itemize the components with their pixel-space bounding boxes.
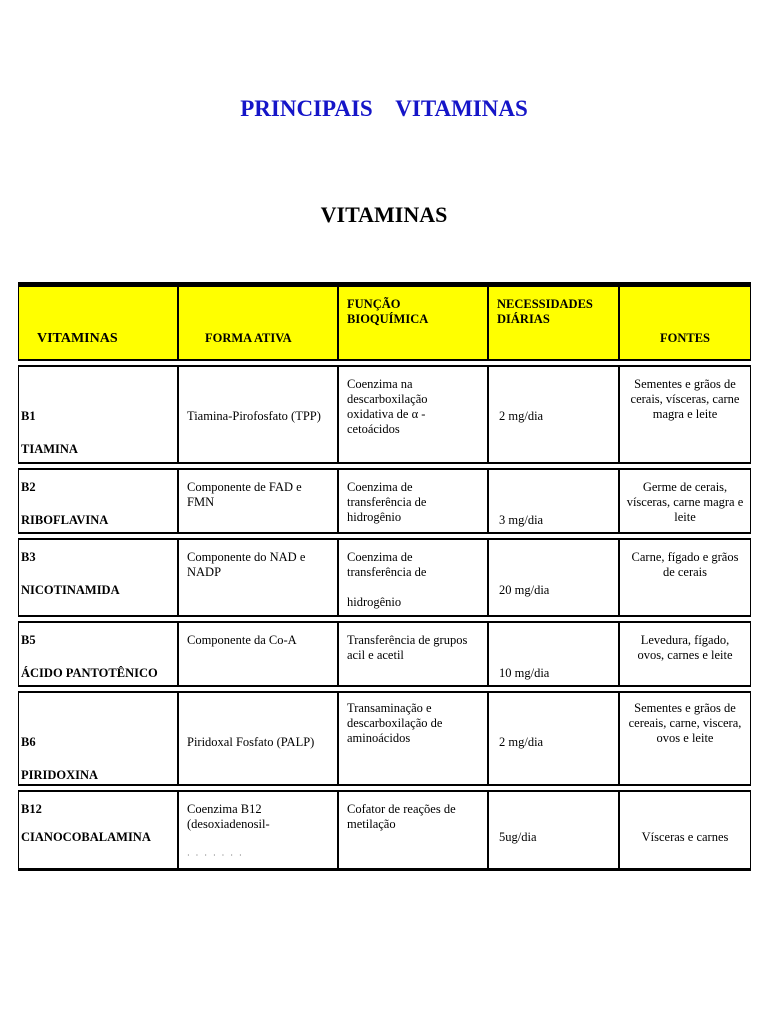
header-cell-fontes [619, 286, 751, 360]
table-row [18, 692, 751, 785]
fontes-line: Germe de cerais, [642, 480, 728, 494]
vitamin-code: B2 [21, 480, 36, 494]
funcao-line: hidrogênio [347, 595, 402, 609]
header-fontes-label: FONTES [659, 331, 710, 345]
vitamin-cell [18, 692, 178, 785]
funcao-line: cetoácidos [347, 422, 400, 436]
header-forma-ativa-label: FORMA ATIVA [205, 331, 292, 345]
forma-text: (desoxiadenosil- [187, 817, 270, 831]
page-title: PRINCIPAIS VITAMINAS [240, 96, 528, 121]
table-row [18, 791, 751, 869]
funcao-line: Coenzima na [347, 377, 413, 391]
necessidade-cell [488, 366, 619, 463]
forma-cell [178, 692, 338, 785]
funcao-cell [338, 539, 488, 616]
fontes-line: Levedura, fígado, [640, 633, 730, 647]
vitamin-name: RIBOFLAVINA [21, 513, 109, 527]
fontes-cell [619, 791, 751, 869]
funcao-line: acil e acetil [347, 648, 404, 662]
fontes-line: ovos, carnes e leite [637, 648, 733, 662]
section-title: VITAMINAS [320, 202, 448, 227]
forma-text: FMN [187, 495, 215, 509]
funcao-line: descarboxilação de [347, 716, 443, 730]
necessidade-text: 10 mg/dia [499, 666, 550, 680]
header-funcao-line1: FUNÇÃO [347, 297, 401, 311]
funcao-line: Cofator de reações de [347, 802, 456, 816]
funcao-line: Coenzima de [347, 480, 413, 494]
header-cell-vitaminas [18, 286, 178, 360]
fontes-line: Sementes e grãos de [634, 377, 736, 391]
fontes-line: magra e leite [652, 407, 718, 421]
header-vitaminas-label: VITAMINAS [37, 331, 118, 346]
forma-text: Tiamina-Pirofosfato (TPP) [187, 409, 321, 423]
fontes-line: ovos e leite [656, 731, 714, 745]
fontes-cell [619, 539, 751, 616]
vitamin-cell [18, 366, 178, 463]
table-row [18, 366, 751, 463]
necessidade-cell [488, 469, 619, 533]
necessidade-cell [488, 791, 619, 869]
fontes-line: Carne, fígado e grãos [631, 550, 739, 564]
forma-text: Componente do NAD e [187, 550, 306, 564]
fontes-line: de cerais [662, 565, 708, 579]
header-cell-forma-ativa [178, 286, 338, 360]
funcao-line: descarboxilação [347, 392, 428, 406]
funcao-line: hidrogênio [347, 510, 402, 524]
funcao-line: transferência de [347, 495, 427, 509]
vitamins-table [18, 282, 751, 871]
funcao-cell [338, 791, 488, 869]
forma-cell [178, 469, 338, 533]
necessidade-cell [488, 539, 619, 616]
forma-cell [178, 791, 338, 869]
fontes-line: Sementes e grãos de [634, 701, 736, 715]
vitamin-code: B6 [21, 735, 36, 749]
funcao-line: metilação [347, 817, 396, 831]
vitamin-code: B3 [21, 550, 36, 564]
fontes-cell [619, 469, 751, 533]
table-row [18, 469, 751, 533]
forma-text: Piridoxal Fosfato (PALP) [187, 735, 315, 749]
funcao-line-spacer [347, 580, 426, 595]
forma-text: Componente da Co-A [187, 633, 297, 647]
vitamin-name: ÁCIDO PANTOTÊNICO [21, 666, 158, 680]
funcao-line: transferência de [347, 565, 427, 579]
fontes-cell [619, 366, 751, 463]
fontes-cell [619, 622, 751, 686]
header-necessidades-line1: NECESSIDADES [497, 297, 593, 311]
table-row [18, 539, 751, 616]
necessidade-cell [488, 622, 619, 686]
necessidade-text: 2 mg/dia [499, 409, 544, 423]
funcao-line: Transferência de grupos [347, 633, 468, 647]
funcao-line: oxidativa de α - [347, 407, 426, 421]
fontes-cell [619, 692, 751, 785]
forma-cell [178, 539, 338, 616]
header-funcao-line2: BIOQUÍMICA [347, 312, 429, 326]
necessidade-cell [488, 692, 619, 785]
vitamin-cell [18, 622, 178, 686]
funcao-line: Coenzima de [347, 550, 413, 564]
funcao-line: Transaminação e [347, 701, 432, 715]
forma-text: Coenzima B12 [187, 802, 262, 816]
table-header-row [18, 286, 751, 360]
fontes-line: cereais, carne, viscera, [628, 716, 742, 730]
vitamin-name: CIANOCOBALAMINA [21, 830, 151, 844]
necessidade-text: 2 mg/dia [499, 735, 544, 749]
vitamin-code: B1 [21, 409, 36, 423]
vitamin-cell [18, 791, 178, 869]
necessidade-text: 5ug/dia [499, 830, 537, 844]
fontes-line: leite [674, 510, 696, 524]
vitamin-code: B12 [21, 802, 42, 816]
vitamin-cell [18, 469, 178, 533]
header-necessidades-line2: DIÁRIAS [497, 312, 550, 326]
fontes-line: vísceras, carne magra e [626, 495, 744, 509]
funcao-cell [338, 692, 488, 785]
necessidade-text: 3 mg/dia [499, 513, 544, 527]
funcao-cell [338, 469, 488, 533]
vitamin-cell [18, 539, 178, 616]
funcao-cell [338, 366, 488, 463]
forma-cell [178, 622, 338, 686]
header-cell-necessidades [488, 286, 619, 360]
vitamin-name: NICOTINAMIDA [21, 583, 120, 597]
vitamin-name: PIRIDOXINA [21, 768, 99, 782]
funcao-line: aminoácidos [347, 731, 411, 745]
clipped-text-fragment: · · · · · · · [187, 851, 244, 860]
funcao-cell [338, 622, 488, 686]
fontes-line: cerais, vísceras, carne [630, 392, 740, 406]
table-row [18, 622, 751, 686]
vitamin-code: B5 [21, 633, 36, 647]
forma-cell [178, 366, 338, 463]
forma-text: NADP [187, 565, 222, 579]
forma-text: Componente de FAD e [187, 480, 302, 494]
necessidade-text: 20 mg/dia [499, 583, 550, 597]
fontes-line: Vísceras e carnes [641, 830, 729, 844]
vitamin-name: TIAMINA [21, 442, 78, 456]
header-cell-funcao [338, 286, 488, 360]
